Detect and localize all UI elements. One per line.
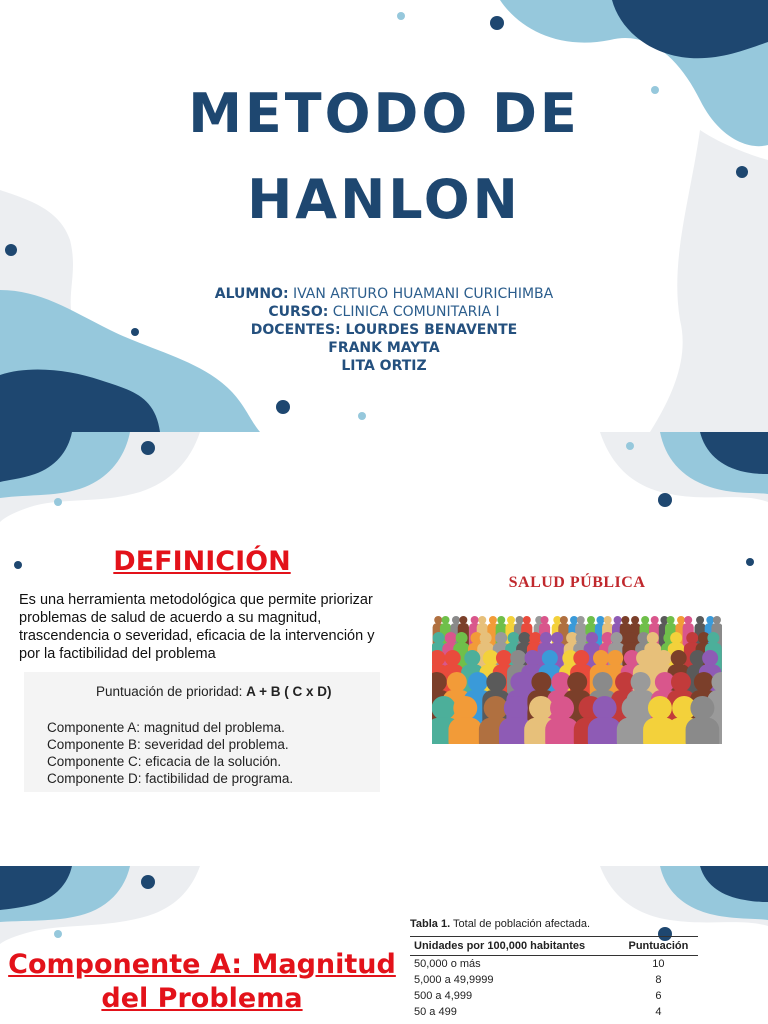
crowd-person-head [495,632,507,644]
population-table [410,936,698,1020]
crowd-person-head [504,696,528,720]
crowd-person-head [593,672,613,692]
dot [141,875,155,889]
crowd-illustration [432,558,722,744]
crowd-person-head [621,616,629,624]
crowd-person-head [607,650,623,666]
crowd-person-head [508,632,520,644]
crowd-person-head [560,616,568,624]
alumno-value: IVAN ARTURO HUAMANI CURICHIMBA [293,286,554,302]
dot [358,412,366,420]
component-a: Componente A: magnitud del problema. [47,720,285,735]
crowd-person-head [489,616,497,624]
crowd-person-head [648,696,672,720]
crowd-person-body [588,718,622,744]
crowd-person-head [518,632,530,644]
crowd-person-body [448,718,482,744]
image-title: SALUD PÚBLICA [508,574,646,591]
crowd-person-head [622,696,646,720]
crowd-person-head [478,616,486,624]
crowd-person-head [529,696,553,720]
table-row [410,972,698,988]
docente-2: FRANK MAYTA [328,340,440,356]
curso-value: CLINICA COMUNITARIA I [332,304,500,320]
crowd-person-head [631,672,651,692]
crowd-person-body [545,718,579,744]
component-b: Componente B: severidad del problema. [47,737,289,752]
table-row [410,1004,698,1020]
crowd-person-head [604,616,612,624]
crowd-person-head [510,672,530,692]
table-header-row [410,937,698,956]
crowd-person-head [551,632,563,644]
crowd-person-head [510,650,526,666]
crowd-person-head [684,616,692,624]
crowd-person-head [507,616,515,624]
crowd-person-head [525,650,541,666]
cell-units: 50,000 o más [414,958,481,970]
cell-score: 10 [652,958,665,970]
title-line-2: HANLON [247,168,521,231]
population-table-container [410,918,700,1020]
crowd-person-head [671,672,691,692]
crowd-person-head [573,650,589,666]
cell-score: 6 [655,990,662,1002]
alumno-label: ALUMNO: [214,286,289,302]
definition-text: Es una herramienta metodológica que permite priorizar problemas de salud de acuerdo a su magnitud, trascendencia o severidad, eficacia de la intervención y por la factibilidad del problema [19,592,375,662]
crowd-person-head [707,632,719,644]
dot [626,442,634,450]
crowd-person-head [625,632,637,644]
crowd-person-head [690,696,714,720]
dot [54,498,62,506]
dot [490,16,504,30]
crowd-person-head [593,650,609,666]
crowd-person-head [614,616,622,624]
curso-label: CURSO: [268,304,329,320]
crowd-person-head [641,616,649,624]
crowd-person-head [468,672,488,692]
salud-publica-image [432,558,722,744]
header-units: Unidades por 100,000 habitantes [410,937,619,956]
table-row [410,956,698,973]
crowd-person-body [686,718,720,744]
crowd-person-head [550,696,574,720]
docentes-line: DOCENTES: LOURDES BENAVENTE [250,322,518,338]
table-caption-text: Total de población afectada. [450,918,591,930]
crowd-person-head [445,650,461,666]
crowd-person-head [651,616,659,624]
crowd-person-head [452,616,460,624]
definition-heading: DEFINICIÓN [113,546,291,577]
crowd-person-head [686,632,698,644]
dot [746,558,754,566]
dot [658,493,672,507]
crowd-person-head [611,632,623,644]
heading-line-1: Componente A: Magnitud [8,949,396,980]
dot [54,930,62,938]
dot [141,441,155,455]
crowd-person-head [540,632,552,644]
crowd-person-head [677,616,685,624]
crowd-person-head [480,632,492,644]
crowd-person-head [541,616,549,624]
crowd-person-head [464,650,480,666]
crowd-person-head [713,616,721,624]
crowd-person-head [596,616,604,624]
crowd-person-head [445,632,457,644]
crowd-person-head [516,616,524,624]
formula: A + B ( C x D) [246,684,332,699]
crowd-person-head [432,696,456,720]
cell-units: 5,000 a 49,9999 [414,974,494,986]
crowd-person-head [567,672,587,692]
title-slide [0,0,768,432]
cell-score: 4 [655,1006,662,1018]
crowd-person-head [586,632,598,644]
table-row [410,988,698,1004]
dot [276,400,290,414]
crowd-person-head [486,672,506,692]
crowd-person-head [577,616,585,624]
crowd-person-head [471,616,479,624]
crowd-person-head [529,632,541,644]
definition-slide [0,432,768,836]
crowd-person-head [576,632,588,644]
crowd-person-head [702,650,718,666]
author-info [0,285,768,375]
component-a-heading [0,948,404,1016]
crowd-person-head [647,632,659,644]
crowd-person-head [696,616,704,624]
dot [5,244,17,256]
dot [397,12,405,20]
crowd-person-head [670,632,682,644]
crowd-person-head [459,616,467,624]
crowd-person-head [667,616,675,624]
crowd-person-head [593,696,617,720]
navy-blob [612,0,768,58]
crowd-person-head [587,616,595,624]
crowd-person-head [453,696,477,720]
cell-units: 500 a 4,999 [414,990,473,1002]
component-a-slide [0,836,768,1024]
table-caption [410,918,700,930]
crowd-person-head [496,650,512,666]
heading-line-2: del Problema [101,983,303,1014]
cell-units: 50 a 499 [414,1006,457,1018]
crowd-person-head [636,650,652,666]
crowd-person-head [531,672,551,692]
formula-line [96,684,332,699]
formula-label: Puntuación de prioridad: [96,684,247,699]
crowd-person-head [434,616,442,624]
crowd-person-head [542,650,558,666]
crowd-person-head [694,672,714,692]
component-c: Componente C: eficacia de la solución. [47,754,282,769]
crowd-person-head [671,650,687,666]
cell-score: 8 [655,974,662,986]
crowd-person-head [456,632,468,644]
component-d: Componente D: factibilidad de programa. [47,771,294,786]
crowd-person-head [433,632,445,644]
crowd-person-head [631,616,639,624]
formula-box [24,672,380,792]
title-line-1: METODO DE [188,82,580,145]
crowd-person-head [447,672,467,692]
crowd-person-head [656,650,672,666]
header-score: Puntuación [619,937,698,956]
table-caption-label: Tabla 1. [410,918,451,930]
docente-3: LITA ORTIZ [341,358,427,374]
crowd-person-head [442,616,450,624]
crowd-person-head [523,616,531,624]
crowd-person-head [497,616,505,624]
